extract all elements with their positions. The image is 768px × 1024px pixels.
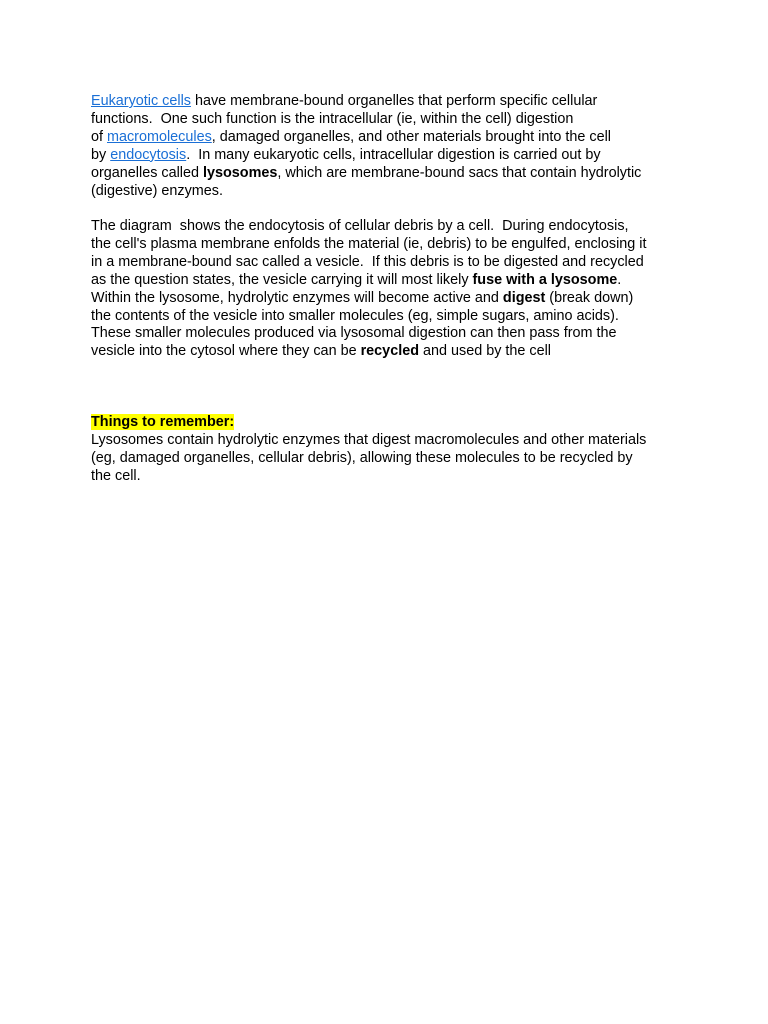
remember-line-1: Lysosomes contain hydrolytic enzymes that digest macromolecules and other materials <box>91 431 647 448</box>
intro-line-5-after: , which are membrane-bound sacs that contain hydrolytic <box>277 164 642 181</box>
recycled-bold-term: recycled <box>360 343 419 360</box>
intro-line-4-after: . In many eukaryotic cells, intracellular digestion is carried out by <box>186 146 601 163</box>
explanation-line-5 <box>91 290 691 308</box>
explanation-line-5-after: (break down) <box>545 289 634 306</box>
intro-paragraph <box>91 93 691 200</box>
intro-line-3 <box>91 129 691 147</box>
fuse-bold-term: fuse with a lysosome <box>472 271 618 288</box>
intro-line-5 <box>91 165 691 183</box>
macromolecules-link[interactable]: macromolecules <box>107 128 212 145</box>
explanation-line-8-after: and used by the cell <box>418 343 551 360</box>
intro-line-4-before: by <box>91 146 111 163</box>
explanation-line-7: These smaller molecules produced via lysosomal digestion can then pass from the <box>91 325 617 342</box>
intro-line-1-text: have membrane-bound organelles that perform specific cellular <box>190 93 598 109</box>
intro-line-3-after: , damaged organelles, and other materials brought into the cell <box>211 128 611 145</box>
intro-line-6: (digestive) enzymes. <box>91 182 223 199</box>
explanation-paragraph <box>91 218 691 361</box>
explanation-line-2: the cell's plasma membrane enfolds the material (ie, debris) to be engulfed, enclosing it <box>91 235 647 252</box>
intro-line-3-before: of <box>91 128 107 145</box>
explanation-line-4 <box>91 272 691 290</box>
explanation-line-8 <box>91 343 691 361</box>
intro-line-4 <box>91 147 691 165</box>
intro-line-2: functions. One such function is the intracellular (ie, within the cell) digestion <box>91 110 574 127</box>
explanation-line-4-after: . <box>617 271 622 288</box>
lysosomes-bold-term: lysosomes <box>203 164 278 181</box>
remember-heading-line <box>91 414 691 432</box>
endocytosis-link[interactable]: endocytosis <box>110 146 187 163</box>
things-to-remember-section <box>91 414 691 486</box>
eukaryotic-cells-link[interactable]: Eukaryotic cells <box>91 93 191 109</box>
remember-line-3: the cell. <box>91 467 141 484</box>
explanation-line-3: in a membrane-bound sac called a vesicle. If this debris is to be digested and recycled <box>91 253 644 270</box>
explanation-line-4-before: as the question states, the vesicle carrying it will most likely <box>91 271 473 288</box>
explanation-line-5-before: Within the lysosome, hydrolytic enzymes will become active and <box>91 289 503 306</box>
intro-line-1 <box>91 93 691 111</box>
explanation-line-1: The diagram shows the endocytosis of cellular debris by a cell. During endocytosis, <box>91 218 629 234</box>
things-to-remember-heading: Things to remember: <box>91 414 235 430</box>
remember-line-2: (eg, damaged organelles, cellular debris), allowing these molecules to be recycled by <box>91 449 633 466</box>
digest-bold-term: digest <box>502 289 546 306</box>
explanation-line-6: the contents of the vesicle into smaller molecules (eg, simple sugars, amino acids). <box>91 307 619 324</box>
explanation-line-8-before: vesicle into the cytosol where they can be <box>91 343 361 360</box>
intro-line-5-before: organelles called <box>91 164 203 181</box>
